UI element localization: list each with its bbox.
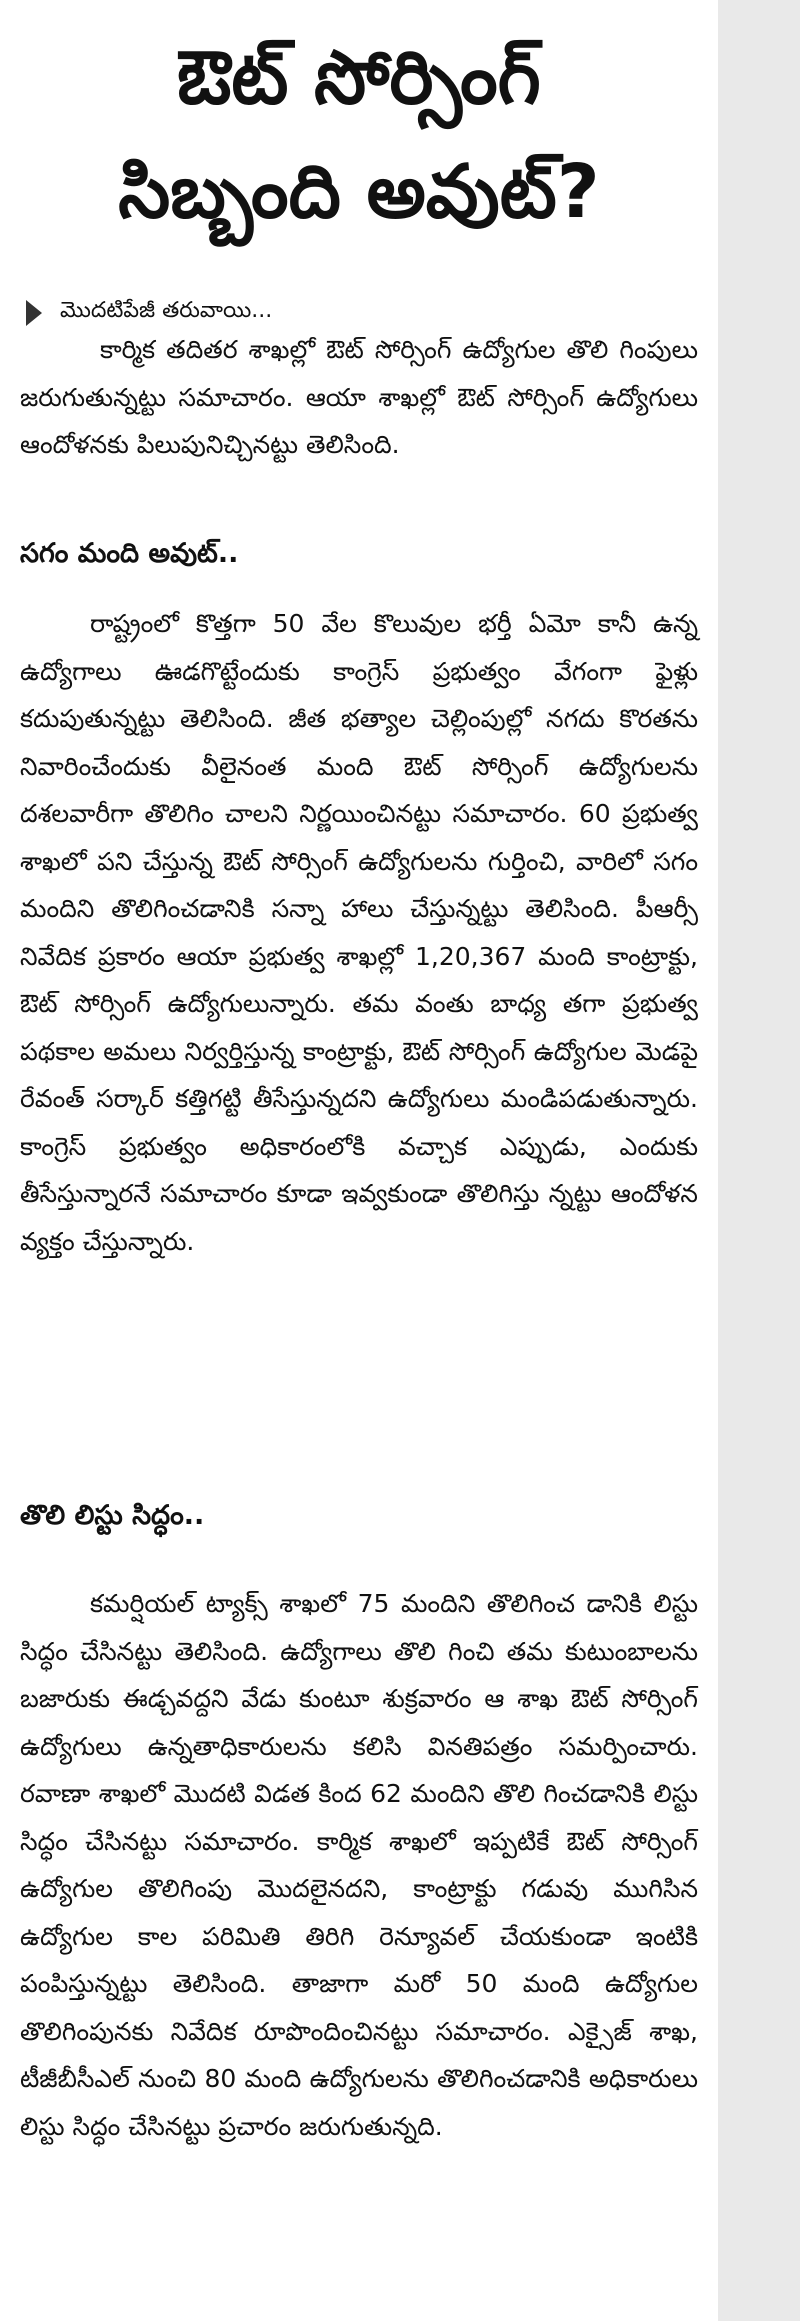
continued-from-text: మొదటిపేజీ తరువాయి... [60, 298, 273, 323]
continued-marker [26, 296, 272, 330]
headline-line-1: ఔట్ సోర్సింగ్ [177, 35, 541, 121]
intro-paragraph: కార్మిక తదితర శాఖల్లో ఔట్ సోర్సింగ్ ఉద్యోగుల తొలి గింపులు జరుగుతున్నట్టు సమాచారం. ఆయా శాఖల్లో ఔట్ సోర్సింగ్ ఉద్యోగులు ఆందోళనకు పిలుపునిచ్చినట్టు తెలిసింది. [20, 335, 698, 459]
continue-arrow-icon [26, 300, 42, 326]
section-paragraph-half-out: రాష్ట్రంలో కొత్తగా 50 వేల కొలువుల భర్తీ ఏమో కానీ ఉన్న ఉద్యోగాలు ఊడగొట్టేందుకు కాంగ్రెస్ ప్రభుత్వం వేగంగా ఫైళ్లు కదుపుతున్నట్టు తెలిసింది. జీత భత్యాల చెల్లింపుల్లో నగదు కొరతను నివారించేందుకు వీలైనంత మంది ఔట్ సోర్సింగ్ ఉద్యోగులను దశలవారీగా తొలిగిం చాలని నిర్ణయించినట్టు సమాచారం. 60 ప్రభుత్వ శాఖలో పని చేస్తున్న ఔట్ సోర్సింగ్ ఉద్యోగులను గుర్తించి, వారిలో సగం మందిని తొలిగించడానికి సన్నా హాలు చేస్తున్నట్టు తెలిసింది. పీఆర్సీ నివేదిక ప్రకారం ఆయా ప్రభుత్వ శాఖల్లో 1,20,367 మంది కాంట్రాక్టు, ఔట్ సోర్సింగ్ ఉద్యోగులున్నారు. తమ వంతు బాధ్య తగా ప్రభుత్వ పథకాల అమలు నిర్వర్తిస్తున్న కాంట్రాక్టు, ఔట్ సోర్సింగ్ ఉద్యోగుల మెడపై రేవంత్ సర్కార్ కత్తిగట్టి తీసేస్తున్నదని ఉద్యోగులు మండిపడుతున్నారు. కాంగ్రెస్ ప్రభుత్వం అధికారంలోకి వచ్చాక ఎప్పుడు, ఎందుకు తీసేస్తున్నారనే సమాచారం కూడా ఇవ్వకుండా తొలిగిస్తు న్నట్టు ఆందోళన వ్యక్తం చేస్తున్నారు. [20, 609, 698, 1256]
headline-line-2: సిబ్బంది అవుట్? [118, 149, 600, 235]
page-margin [718, 0, 800, 2321]
section-paragraph-first-list: కమర్షియల్ ట్యాక్స్ శాఖలో 75 మందిని తొలిగించ డానికి లిస్టు సిద్ధం చేసినట్టు తెలిసింది. ఉద్యోగాలు తొలి గించి తమ కుటుంబాలను బజారుకు ఈడ్చవద్దని వేడు కుంటూ శుక్రవారం ఆ శాఖ ఔట్ సోర్సింగ్ ఉద్యోగులు ఉన్నతాధికారులను కలిసి వినతిపత్రం సమర్పించారు. రవాణా శాఖలో మొదటి విడత కింద 62 మందిని తొలి గించడానికి లిస్టు సిద్ధం చేసినట్టు సమాచారం. కార్మిక శాఖలో ఇప్పటికే ఔట్ సోర్సింగ్ ఉద్యోగుల తొలిగింపు మొదలైనదని, కాంట్రాక్టు గడువు ముగిసిన ఉద్యోగుల కాల పరిమితి తిరిగి రెన్యూవల్ చేయకుండా ఇంటికి పంపిస్తున్నట్టు తెలిసింది. తాజాగా మరో 50 మంది ఉద్యోగుల తొలిగింపునకు నివేదిక రూపొందించినట్టు సమాచారం. ఎక్సైజ్ శాఖ, టీజీబీసీఎల్ నుంచి 80 మంది ఉద్యోగులను తొలిగించడానికి అధికారులు లిస్టు సిద్ధం చేసినట్టు ప్రచారం జరుగుతున్నది. [20, 1589, 698, 2141]
section-heading-first-list: తొలి లిస్టు సిద్ధం.. [20, 1500, 205, 1531]
section-heading-half-out: సగం మంది అవుట్.. [20, 538, 239, 569]
